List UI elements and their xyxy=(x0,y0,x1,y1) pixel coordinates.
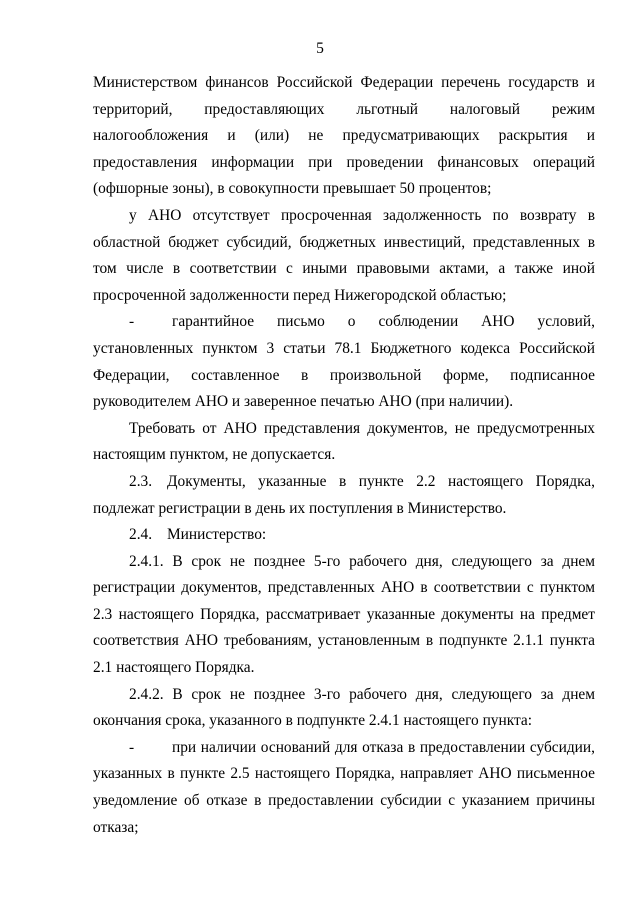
dash-marker: - xyxy=(129,313,135,331)
clause-2-3 xyxy=(93,469,595,522)
clause-2-4 xyxy=(93,522,595,549)
list-item-refusal-notice xyxy=(93,735,595,841)
paragraph-no-debt: у АНО отсутствует просроченная задолженность по возврату в областной бюджет субсидий, бюджетных инвестиций, представленных в том числе в соответствии с иными правовыми актами, а также иной просроченной задолженности перед Нижегородской областью; xyxy=(93,206,595,304)
list-item-guarantee-letter xyxy=(93,309,595,415)
list-item-text: при наличии оснований для отказа в предоставлении субсидии, указанных в пункте 2.5 настоящего Порядка, направляет АНО письменное уведомление об отказе в предоставлении субсидии с указанием причины отказа; xyxy=(93,738,595,836)
page-number: 5 xyxy=(316,40,324,57)
clause-number: 2.4. xyxy=(129,526,153,544)
clause-2-4-2: 2.4.2. В срок не позднее 3-го рабочего дня, следующего за днем окончания срока, указанного в подпункте 2.4.1 настоящего пункта: xyxy=(93,685,595,730)
clause-text: Документы, указанные в пункте 2.2 настоящего Порядка, подлежат регистрации в день их поступления в Министерство. xyxy=(93,472,595,517)
document-body xyxy=(93,70,595,841)
clause-2-4-1: 2.4.1. В срок не позднее 5-го рабочего дня, следующего за днем регистрации документов, представленных АНО в соответствии с пунктом 2.3 настоящего Порядка, рассматривает указанные документы на предмет соответствия АНО требованиям, установленным в подпункте 2.1.1 пункта 2.1 настоящего Порядка. xyxy=(93,552,595,677)
paragraph-continuation: Министерством финансов Российской Федерации перечень государств и территорий, предоставляющих льготный налоговый режим налогообложения и (или) не предусматривающих раскрытия и предоставления информации при проведении финансовых операций (офшорные зоны), в совокупности превышает 50 процентов; xyxy=(93,74,595,198)
dash-marker: - xyxy=(129,738,135,756)
list-item-text: гарантийное письмо о соблюдении АНО условий, установленных пунктом 3 статьи 78.1 Бюджетного кодекса Российской Федерации, составленное в произвольной форме, подписанное руководителем АНО и заверенное печатью АНО (при наличии). xyxy=(93,313,595,411)
clause-text: Министерство: xyxy=(167,526,267,544)
paragraph-no-extra-documents: Требовать от АНО представления документов, не предусмотренных настоящим пунктом, не допускается. xyxy=(93,419,595,464)
clause-number: 2.3. xyxy=(129,472,153,490)
